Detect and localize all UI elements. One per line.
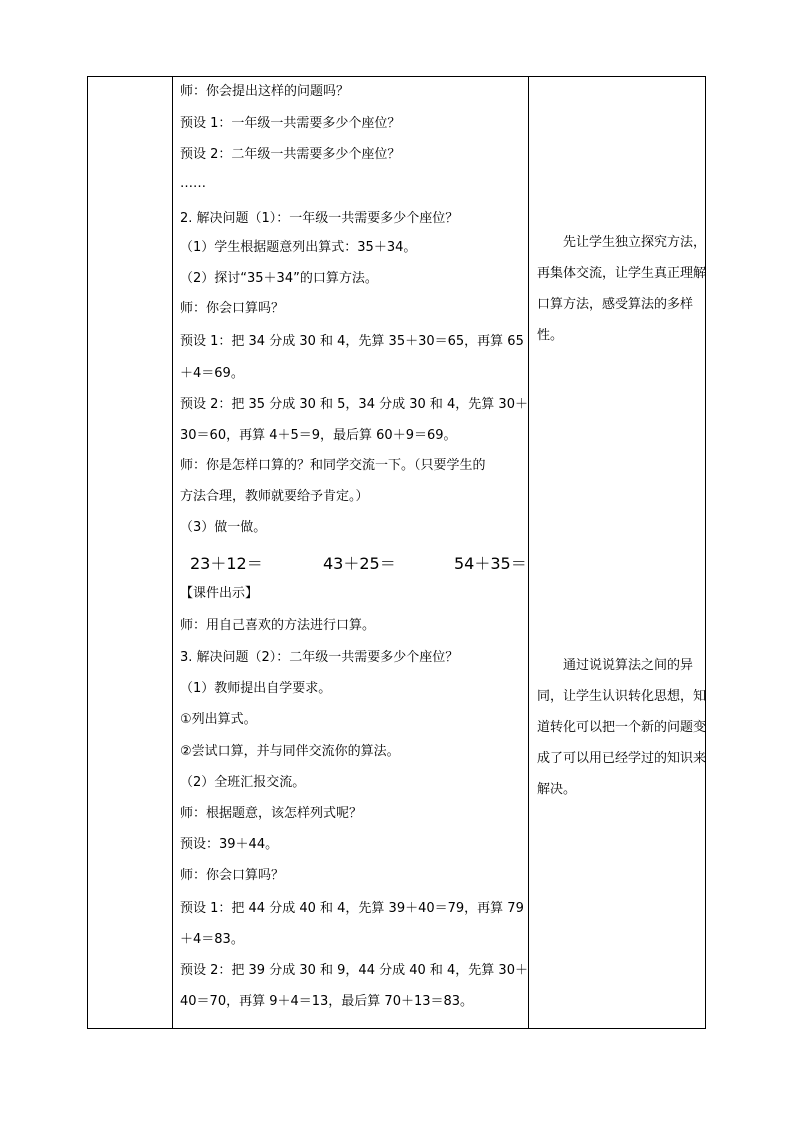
text-line: ①列出算式。	[180, 712, 257, 727]
exercise: 54＋35＝	[454, 554, 527, 573]
text-line: 预设：39＋44。	[180, 837, 279, 852]
text-line: ＋4＝83。	[180, 932, 244, 947]
text-line: 方法合理，教师就要给予肯定。）	[180, 489, 369, 504]
text-line: （1）教师提出自学要求。	[180, 681, 332, 696]
text-line: 预设 2：把 35 分成 30 和 5，34 分成 30 和 4，先算 30＋	[180, 397, 528, 412]
lesson-table	[87, 76, 706, 1029]
text-line: （1）学生根据题意列出算式：35＋34。	[180, 240, 417, 255]
design-note-text: 通过说说算法之间的异同，让学生认识转化思想，知道转化可以把一个新的问题变成了可以用已经学过的知识来解决。	[537, 658, 707, 797]
text-line: 师：根据题意，该怎样列式呢？	[180, 806, 363, 821]
text-line: （2）全班汇报交流。	[180, 775, 306, 790]
text-line: 预设 1：把 44 分成 40 和 4，先算 39＋40＝79，再算 79	[180, 901, 524, 916]
text-line: 预设 1：把 34 分成 30 和 4，先算 35＋30＝65，再算 65	[180, 334, 524, 349]
text-line: 3. 解决问题（2）：二年级一共需要多少个座位？	[180, 650, 459, 665]
text-line: 【课件出示】	[180, 586, 259, 601]
text-line: 师：你是怎样口算的？和同学交流一下。（只要学生的	[180, 458, 486, 473]
exercise: 43＋25＝	[323, 554, 396, 573]
text-line: 师：用自己喜欢的方法进行口算。	[180, 618, 376, 633]
text-line: （3）做一做。	[180, 520, 267, 535]
text-line: 40＝70，再算 9＋4＝13，最后算 70＋13＝83。	[180, 994, 474, 1009]
text-line: ……	[180, 176, 206, 191]
text-line: 30＝60，再算 4＋5＝9，最后算 60＋9＝69。	[180, 428, 457, 443]
exercise: 23＋12＝	[190, 554, 263, 573]
design-note	[537, 227, 707, 351]
design-note-text: 先让学生独立探究方法，再集体交流，让学生真正理解口算方法，感受算法的多样性。	[537, 235, 707, 343]
text-line: 师：你会口算吗？	[180, 868, 285, 883]
design-note	[537, 650, 707, 805]
text-line: 师：你会提出这样的问题吗？	[180, 84, 350, 99]
text-line: 预设 1：一年级一共需要多少个座位？	[180, 116, 401, 131]
text-line: ②尝试口算，并与同伴交流你的算法。	[180, 744, 400, 759]
column-divider-left	[172, 77, 173, 1028]
text-line: 预设 2：二年级一共需要多少个座位？	[180, 147, 401, 162]
text-line: （2）探讨“35＋34”的口算方法。	[180, 271, 378, 286]
text-line: 2. 解决问题（1）：一年级一共需要多少个座位？	[180, 211, 459, 226]
text-line: ＋4＝69。	[180, 366, 244, 381]
text-line: 师：你会口算吗？	[180, 301, 285, 316]
text-line: 预设 2：把 39 分成 30 和 9，44 分成 40 和 4，先算 30＋	[180, 963, 528, 978]
column-divider-right	[528, 77, 529, 1028]
